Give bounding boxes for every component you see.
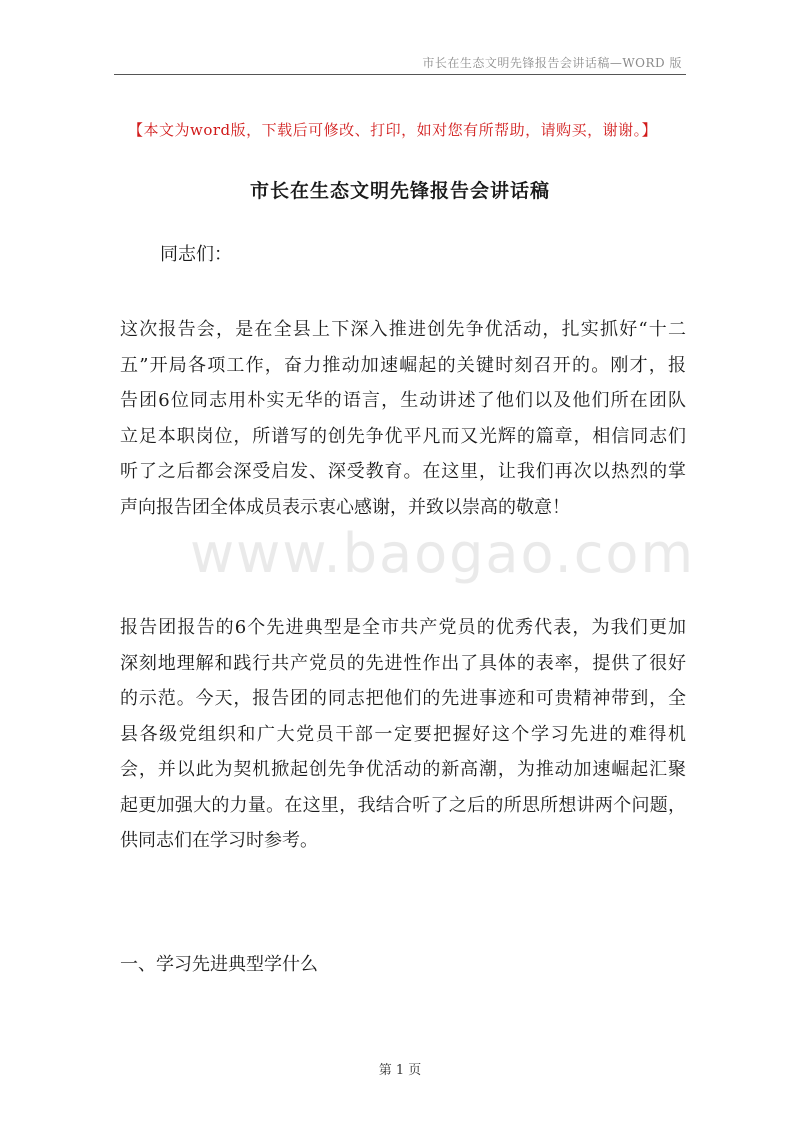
paragraph-line: 立足本职岗位，所谱写的创先争优平凡而又光辉的篇章，相信同志们: [120, 425, 686, 447]
paragraph-line: 的示范。今天，报告团的同志把他们的先进事迹和可贵精神带到，全: [120, 688, 686, 709]
watermark: www.baogao.com: [190, 522, 696, 585]
paragraph-2: [120, 610, 686, 859]
paragraph-line: 告团6位同志用朴实无华的语言，生动讲述了他们以及他们所在团队: [120, 390, 686, 411]
paragraph-line: 县各级党组织和广大党员干部一定要把握好这个学习先进的难得机: [120, 723, 686, 745]
purchase-notice: 【本文为word版，下载后可修改、打印，如对您有所帮助，请购买，谢谢。】: [128, 121, 658, 139]
paragraph-line: 声向报告团全体成员表示衷心感谢，并致以崇高的敬意！: [120, 496, 570, 518]
document-title: 市长在生态文明先锋报告会讲话稿: [249, 180, 550, 202]
section-heading: 一、学习先进典型学什么: [120, 954, 318, 975]
paragraph-line: 深刻地理解和践行共产党员的先进性作出了具体的表率，提供了很好: [120, 652, 686, 674]
paragraph-line: 这次报告会，是在全县上下深入推进创先争优活动，扎实抓好“十二: [120, 319, 686, 340]
paragraph-line: 起更加强大的力量。在这里，我结合听了之后的所思所想讲两个问题，: [120, 794, 686, 816]
paragraph-line: 五”开局各项工作，奋力推动加速崛起的关键时刻召开的。刚才，报: [120, 354, 686, 376]
paragraph-line: 供同志们在学习时参考。: [120, 830, 318, 851]
salutation: 同志们：: [160, 244, 232, 265]
running-header: 市长在生态文明先锋报告会讲话稿—WORD 版: [422, 56, 682, 70]
paragraph-1: [120, 312, 686, 525]
paragraph-line: 报告团报告的6个先进典型是全市共产党员的优秀代表，为我们更加: [120, 617, 686, 638]
header-rule: [114, 74, 686, 75]
paragraph-line: 会，并以此为契机掀起创先争优活动的新高潮，为推动加速崛起汇聚: [120, 759, 686, 780]
page-number: 第 1 页: [378, 1063, 422, 1078]
paragraph-line: 听了之后都会深受启发、深受教育。在这里，让我们再次以热烈的掌: [120, 461, 686, 482]
